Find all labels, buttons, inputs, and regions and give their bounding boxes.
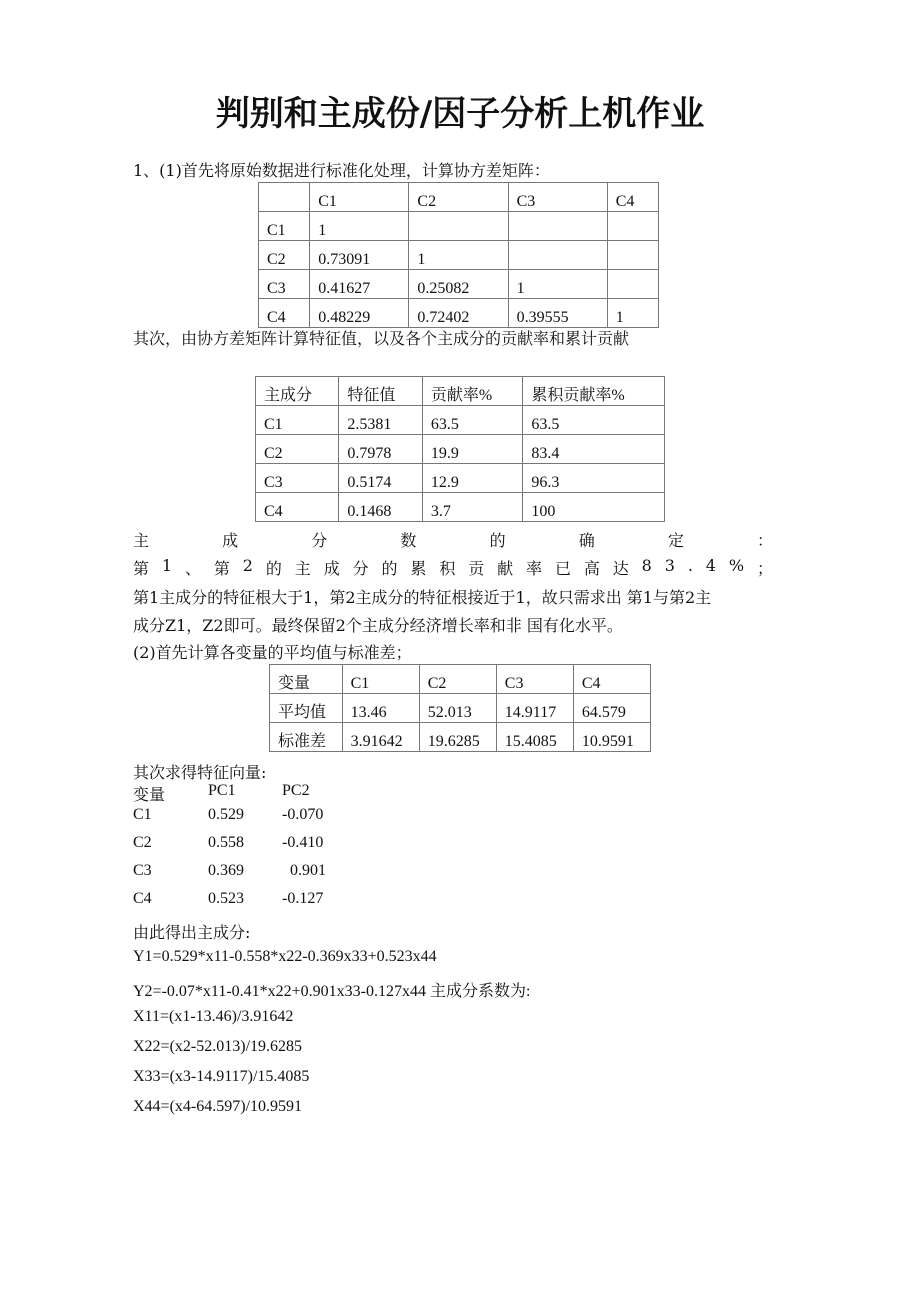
table-cell: C4 <box>573 665 650 694</box>
table-cell: 83.4 <box>523 435 665 464</box>
text-char: 数 <box>400 531 417 550</box>
table-cell: 14.9117 <box>496 694 573 723</box>
vector-cell: 0.901 <box>290 862 326 879</box>
text-char: 成 <box>323 559 340 578</box>
vector-cell: -0.127 <box>282 890 324 907</box>
text-char: 第 <box>213 559 230 578</box>
paragraph-justified <box>133 528 773 551</box>
table-row <box>270 665 651 694</box>
table-cell: 13.46 <box>342 694 419 723</box>
table-cell: C3 <box>496 665 573 694</box>
document-title: 判别和主成份/因子分析上机作业 <box>215 94 705 134</box>
vector-cell: C1 <box>133 806 152 823</box>
text-char: 4 <box>705 556 716 575</box>
text-char: 献 <box>497 559 514 578</box>
table-cell: 52.013 <box>419 694 496 723</box>
table-row <box>256 406 665 435</box>
table-cell: 1 <box>607 299 658 328</box>
text-char: 第 <box>133 559 150 578</box>
table-cell: 64.579 <box>573 694 650 723</box>
table-cell: 平均值 <box>270 694 343 723</box>
table-row <box>256 493 665 522</box>
table-cell: C1 <box>310 183 409 212</box>
table-cell: C4 <box>607 183 658 212</box>
paragraph: 由此得出主成分: <box>133 923 251 942</box>
equation: X11=(x1-13.46)/3.91642 <box>133 1008 294 1025</box>
table-cell: 0.5174 <box>339 464 422 493</box>
table-cell: 贡献率% <box>422 377 523 406</box>
text-char: 分 <box>311 531 328 550</box>
table-cell <box>409 212 508 241</box>
table-cell: 100 <box>523 493 665 522</box>
table-cell <box>607 270 658 299</box>
text-char: 达 <box>612 559 629 578</box>
vector-cell: C3 <box>133 862 152 879</box>
table-cell: 变量 <box>270 665 343 694</box>
table-cell: 63.5 <box>422 406 523 435</box>
table-cell <box>259 183 310 212</box>
table-cell: 0.25082 <box>409 270 508 299</box>
text-char: 3 <box>664 556 675 575</box>
table-cell: 0.41627 <box>310 270 409 299</box>
table-row <box>270 694 651 723</box>
paragraph: 成分Z1，Z2即可。最终保留2个主成分经济增长率和非 国有化水平。 <box>133 616 623 635</box>
equation: Y2=-0.07*x11-0.41*x22+0.901x33-0.127x44 主成分系数为: <box>133 983 531 1000</box>
table-cell: 15.4085 <box>496 723 573 752</box>
equation: X33=(x3-14.9117)/15.4085 <box>133 1068 310 1085</box>
paragraph-justified <box>133 556 773 579</box>
table-cell: 3.91642 <box>342 723 419 752</box>
text-char: 定 <box>667 531 684 550</box>
vector-cell: 0.529 <box>208 806 244 823</box>
text-char: 1 <box>161 556 173 575</box>
vector-cell: C2 <box>133 834 152 851</box>
text-char: 的 <box>489 531 506 550</box>
table-cell: 10.9591 <box>573 723 650 752</box>
text-char: 率 <box>526 559 543 578</box>
text-char: 8 <box>641 556 652 575</box>
text-char: 的 <box>265 559 282 578</box>
text-char: . <box>687 556 693 575</box>
table-cell: 12.9 <box>422 464 523 493</box>
table-cell: C3 <box>259 270 310 299</box>
table-row <box>259 299 659 328</box>
vector-cell: 0.523 <box>208 890 244 907</box>
statistics-table <box>269 664 651 752</box>
table-row <box>259 212 659 241</box>
vector-cell: PC2 <box>282 782 310 799</box>
table-cell: 0.39555 <box>508 299 607 328</box>
table-row <box>259 241 659 270</box>
text-char: 高 <box>583 559 600 578</box>
text-char: 、 <box>184 559 201 578</box>
text-char: 主 <box>294 559 311 578</box>
equation: X44=(x4-64.597)/10.9591 <box>133 1098 303 1115</box>
text-char: ： <box>756 531 773 550</box>
table-cell: C2 <box>256 435 339 464</box>
table-cell <box>508 241 607 270</box>
vector-cell: -0.070 <box>282 806 324 823</box>
text-char: 分 <box>352 559 369 578</box>
paragraph: 其次，由协方差矩阵计算特征值，以及各个主成分的贡献率和累计贡献 <box>133 329 630 348</box>
text-char: % <box>728 556 745 575</box>
table-cell: C2 <box>419 665 496 694</box>
text-char: 积 <box>439 559 456 578</box>
text-char: 成 <box>222 531 239 550</box>
table-cell: 0.72402 <box>409 299 508 328</box>
table-row <box>259 270 659 299</box>
table-cell: 2.5381 <box>339 406 422 435</box>
table-cell: C4 <box>259 299 310 328</box>
text-char: 贡 <box>468 559 485 578</box>
table-cell: 主成分 <box>256 377 339 406</box>
vector-cell: PC1 <box>208 782 236 799</box>
table-cell: C2 <box>409 183 508 212</box>
covariance-table <box>258 182 659 328</box>
table-cell: 63.5 <box>523 406 665 435</box>
table-cell: 19.6285 <box>419 723 496 752</box>
text-char: 的 <box>381 559 398 578</box>
table-cell: 0.7978 <box>339 435 422 464</box>
table-cell <box>607 212 658 241</box>
table-cell: C3 <box>256 464 339 493</box>
table-cell: 0.48229 <box>310 299 409 328</box>
table-cell: C4 <box>256 493 339 522</box>
equation: X22=(x2-52.013)/19.6285 <box>133 1038 303 1055</box>
table-cell <box>607 241 658 270</box>
text-char: 累 <box>410 559 427 578</box>
table-row <box>256 435 665 464</box>
table-cell: 0.73091 <box>310 241 409 270</box>
text-char: ； <box>756 559 773 578</box>
table-cell: 1 <box>409 241 508 270</box>
paragraph: 其次求得特征向量: <box>133 763 267 782</box>
table-row <box>270 723 651 752</box>
table-cell: C1 <box>256 406 339 435</box>
table-cell: C2 <box>259 241 310 270</box>
vector-cell: 0.558 <box>208 834 244 851</box>
vector-cell: C4 <box>133 890 152 907</box>
table-cell: 1 <box>508 270 607 299</box>
equation: Y1=0.529*x11-0.558*x22-0.369x33+0.523x44 <box>133 948 437 965</box>
text-char: 确 <box>578 531 595 550</box>
table-row <box>256 377 665 406</box>
table-cell <box>508 212 607 241</box>
table-cell: 0.1468 <box>339 493 422 522</box>
vector-cell: 变量 <box>133 787 166 804</box>
table-cell: C3 <box>508 183 607 212</box>
paragraph: 第1主成分的特征根大于1，第2主成分的特征根接近于1，故只需求出 第1与第2主 <box>133 588 712 607</box>
text-char: 已 <box>554 559 571 578</box>
table-row <box>256 464 665 493</box>
table-cell: 特征值 <box>339 377 422 406</box>
table-cell: 19.9 <box>422 435 523 464</box>
vector-cell: -0.410 <box>282 834 324 851</box>
table-cell: 1 <box>310 212 409 241</box>
table-cell: 标准差 <box>270 723 343 752</box>
table-cell: 3.7 <box>422 493 523 522</box>
text-char: 主 <box>133 531 150 550</box>
table-cell: C1 <box>259 212 310 241</box>
table-row <box>259 183 659 212</box>
table-cell: 累积贡献率% <box>523 377 665 406</box>
table-cell: 96.3 <box>523 464 665 493</box>
paragraph: (2)首先计算各变量的平均值与标准差； <box>133 643 412 662</box>
table-cell: C1 <box>342 665 419 694</box>
paragraph: 1、(1)首先将原始数据进行标准化处理，计算协方差矩阵： <box>133 161 550 180</box>
eigenvalue-table <box>255 376 665 522</box>
vector-cell: 0.369 <box>208 862 244 879</box>
text-char: 2 <box>242 556 253 575</box>
